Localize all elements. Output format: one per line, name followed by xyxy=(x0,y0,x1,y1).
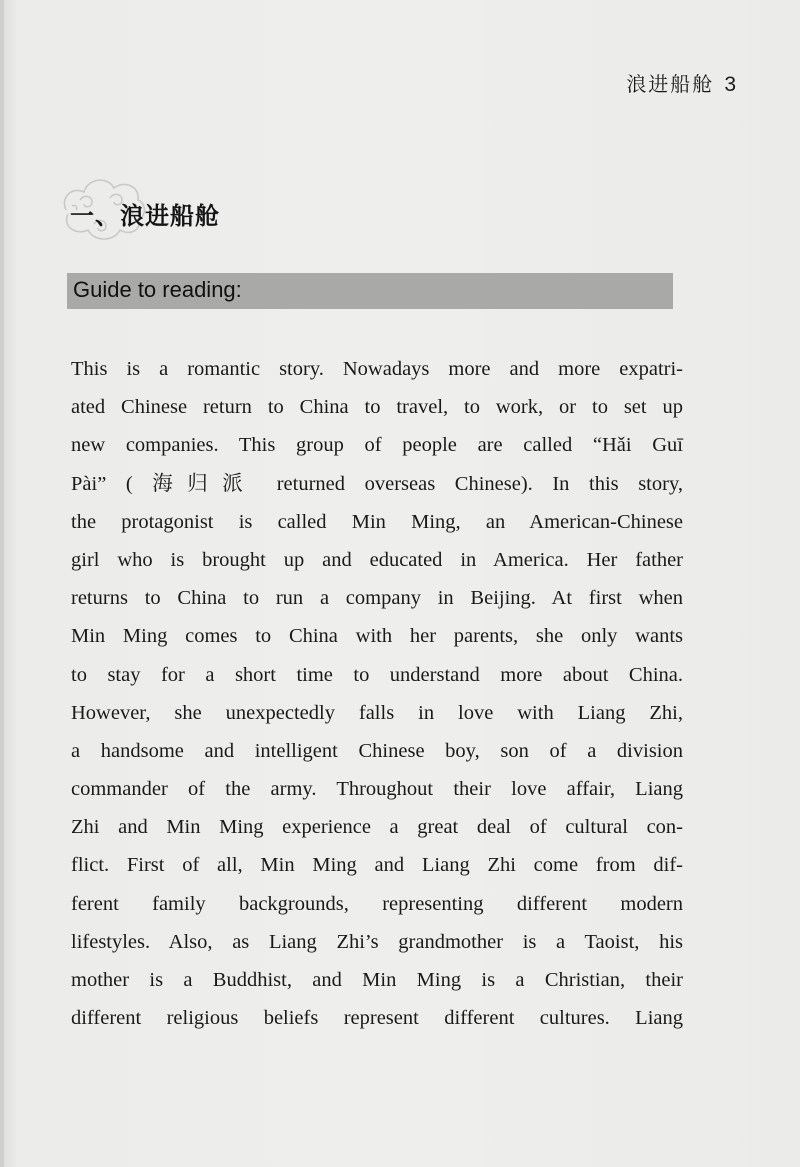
text-line: flict. First of all, Min Ming and Liang Zhi come from dif- xyxy=(71,854,683,877)
body-paragraph xyxy=(71,350,683,1037)
text-line: the protagonist is called Min Ming, an American-Chinese xyxy=(71,510,683,533)
text-line: different religious beliefs represent different cultures. Liang xyxy=(71,1007,683,1030)
text-line: mother is a Buddhist, and Min Ming is a Christian, their xyxy=(71,969,683,991)
text-line: Zhi and Min Ming experience a great deal of cultural con- xyxy=(71,816,683,839)
text-line: a handsome and intelligent Chinese boy, son of a division xyxy=(71,739,683,762)
page-number: 3 xyxy=(724,73,738,96)
text-line: Min Ming comes to China with her parents, she only wants xyxy=(71,625,683,648)
text-line: to stay for a short time to understand more about China. xyxy=(71,663,683,686)
text-line: returns to China to run a company in Beijing. At first when xyxy=(71,587,683,610)
text-line: ferent family backgrounds, representing different modern xyxy=(71,892,683,915)
text-line: commander of the army. Throughout their love affair, Liang xyxy=(71,778,683,801)
text-line: girl who is brought up and educated in America. Her father xyxy=(71,548,683,571)
text-line: However, she unexpectedly falls in love with Liang Zhi, xyxy=(71,701,683,724)
text-line: ated Chinese return to China to travel, to work, or to set up xyxy=(71,396,683,419)
running-header xyxy=(626,68,738,97)
section-title: 一、浪进船舱 xyxy=(70,202,220,230)
page-spine-edge xyxy=(0,0,4,1167)
guide-heading-bar xyxy=(67,273,673,309)
guide-heading-label: Guide to reading: xyxy=(73,277,242,302)
text-line: new companies. This group of people are called “Hǎi Guī xyxy=(71,434,683,457)
text-line: lifestyles. Also, as Liang Zhi’s grandmother is a Taoist, his xyxy=(71,930,683,953)
text-line: This is a romantic story. Nowadays more and more expatri- xyxy=(71,358,683,380)
text-line: Pài” ( 海归派 returned overseas Chinese). In this story, xyxy=(71,472,683,495)
running-header-title: 浪进船舱 xyxy=(626,72,715,96)
